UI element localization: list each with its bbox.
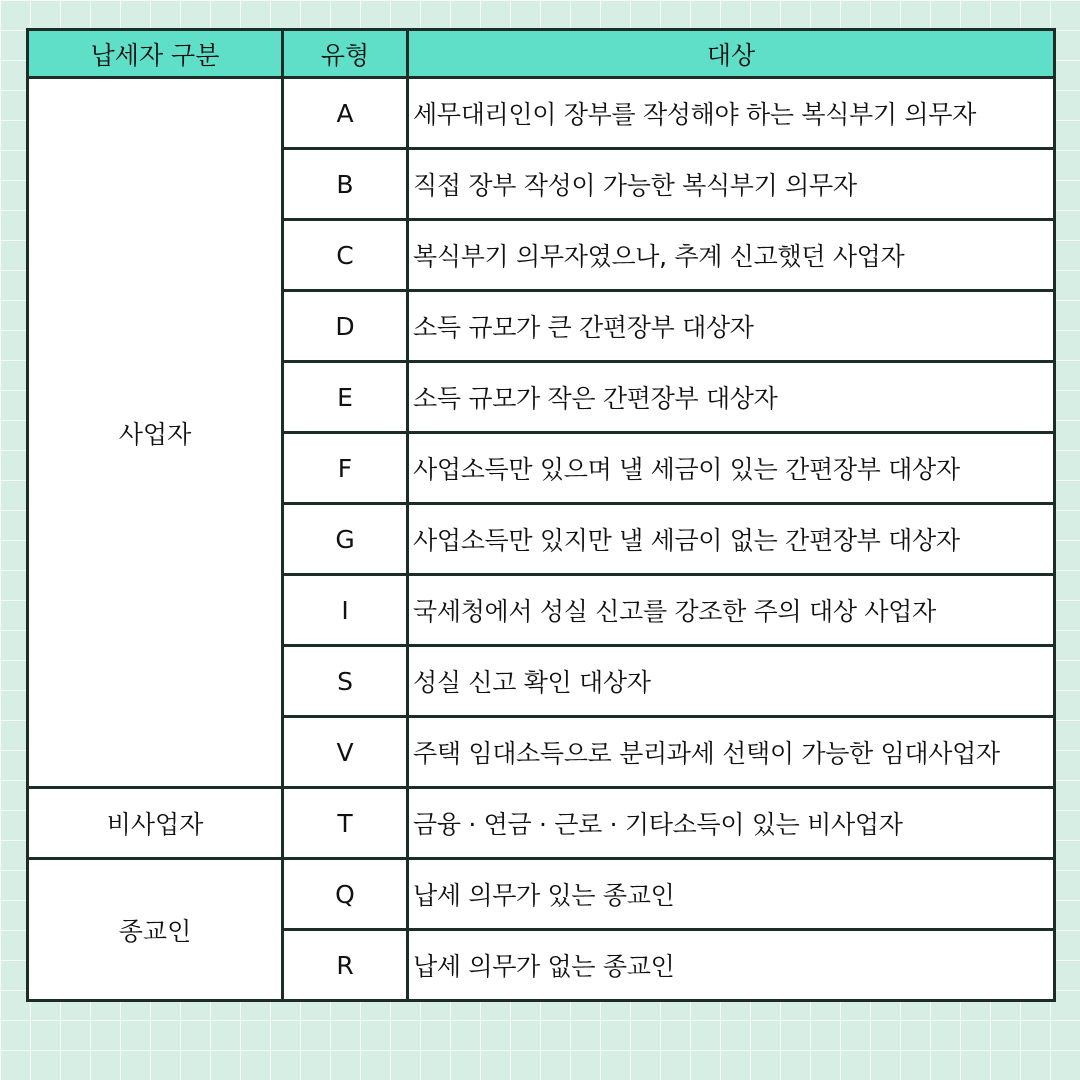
type-cell: Q <box>283 859 408 930</box>
header-row <box>28 30 1055 78</box>
type-cell: A <box>283 78 408 149</box>
type-cell: T <box>283 788 408 859</box>
target-cell: 사업소득만 있으며 낼 세금이 있는 간편장부 대상자 <box>408 433 1055 504</box>
category-non-business: 비사업자 <box>28 788 283 859</box>
header-target: 대상 <box>408 30 1055 78</box>
type-cell: C <box>283 220 408 291</box>
category-religious: 종교인 <box>28 859 283 1001</box>
target-cell: 성실 신고 확인 대상자 <box>408 646 1055 717</box>
target-cell: 국세청에서 성실 신고를 강조한 주의 대상 사업자 <box>408 575 1055 646</box>
target-cell: 세무대리인이 장부를 작성해야 하는 복식부기 의무자 <box>408 78 1055 149</box>
target-cell: 금융 · 연금 · 근로 · 기타소득이 있는 비사업자 <box>408 788 1055 859</box>
type-cell: D <box>283 291 408 362</box>
table-row <box>28 859 1055 930</box>
table-row <box>28 78 1055 149</box>
type-cell: G <box>283 504 408 575</box>
header-category: 납세자 구분 <box>28 30 283 78</box>
type-cell: S <box>283 646 408 717</box>
target-cell: 납세 의무가 없는 종교인 <box>408 930 1055 1001</box>
target-cell: 소득 규모가 작은 간편장부 대상자 <box>408 362 1055 433</box>
category-business: 사업자 <box>28 78 283 788</box>
header-type: 유형 <box>283 30 408 78</box>
target-cell: 주택 임대소득으로 분리과세 선택이 가능한 임대사업자 <box>408 717 1055 788</box>
table-row <box>28 788 1055 859</box>
target-cell: 직접 장부 작성이 가능한 복식부기 의무자 <box>408 149 1055 220</box>
taxpayer-type-table <box>26 28 1056 1002</box>
type-cell: B <box>283 149 408 220</box>
target-cell: 사업소득만 있지만 낼 세금이 없는 간편장부 대상자 <box>408 504 1055 575</box>
type-cell: I <box>283 575 408 646</box>
type-cell: R <box>283 930 408 1001</box>
target-cell: 납세 의무가 있는 종교인 <box>408 859 1055 930</box>
target-cell: 소득 규모가 큰 간편장부 대상자 <box>408 291 1055 362</box>
type-cell: F <box>283 433 408 504</box>
target-cell: 복식부기 의무자였으나, 추계 신고했던 사업자 <box>408 220 1055 291</box>
table-body <box>28 78 1055 1001</box>
type-cell: V <box>283 717 408 788</box>
type-cell: E <box>283 362 408 433</box>
table-header <box>28 30 1055 78</box>
